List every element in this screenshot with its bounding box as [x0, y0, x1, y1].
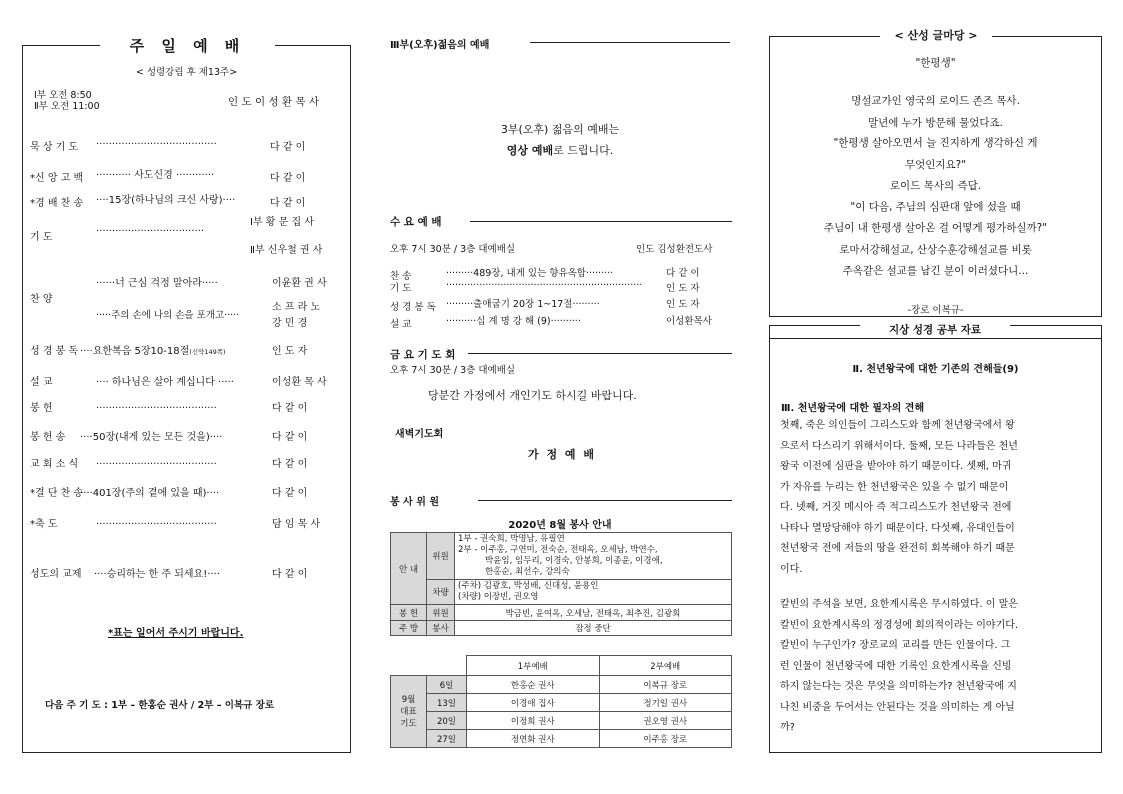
- serve-table: [390, 532, 732, 636]
- program-row: [30, 342, 346, 357]
- study-line: 천년왕국 전에 저들의 땅을 완전히 회복해야 하기 때문: [780, 543, 1015, 554]
- week-subtitle: < 성령강림 후 제13주>: [135, 67, 238, 78]
- poem-line: "한평생 살아오면서 늘 진지하게 생각하신 게: [833, 137, 1038, 149]
- row-mid: ···· 하나님은 살아 계십니다 ·····: [96, 377, 234, 388]
- car-names: [455, 580, 732, 605]
- prayer-1: 이정희 권사: [467, 712, 600, 730]
- blank-cell: [391, 656, 467, 676]
- program-row: [30, 373, 346, 388]
- car-line: (차량) 이장빈, 권오영: [458, 592, 539, 602]
- praise-singer-2a: 소 프 라 노: [272, 302, 321, 313]
- row-label: 봉 헌: [30, 403, 53, 414]
- poem-line: 말년에 누가 방문해 물었다죠.: [867, 117, 1004, 129]
- divider: [478, 500, 732, 501]
- offer-names: 박금빈, 윤여옥, 오세남, 전태옥, 최추진, 김광희: [455, 605, 732, 621]
- program-row: [30, 565, 346, 580]
- row-label: *경 배 찬 송: [30, 198, 84, 209]
- praise-song-1: ······너 근심 걱정 말아라·····: [96, 278, 218, 289]
- rep-line: 기도: [400, 718, 417, 729]
- poem-line: "이 다음, 주님의 심판대 앞에 섰을 때: [850, 201, 1021, 213]
- row-note: (신약149쪽): [189, 348, 226, 356]
- serve-title: 봉 사 위 원: [390, 497, 440, 508]
- car-line: (주차) 김광호, 박성배, 신대성, 윤용인: [458, 581, 599, 591]
- wed-row: [390, 296, 734, 313]
- poem-title: "한평생": [915, 57, 956, 69]
- program-row: [30, 191, 346, 209]
- standing-note: *표는 일어서 주시기 바랍니다.: [108, 628, 244, 639]
- row-mid: ·········489장, 내게 있는 향유옥합·········: [446, 268, 614, 279]
- rep-line: 9월: [401, 694, 416, 705]
- member-line: 2부 - 이주홍, 구연미, 전숙순, 전태옥, 오세남, 박연수,: [458, 545, 658, 555]
- date-cell: 13일: [427, 694, 467, 712]
- row-right: 이성환목사: [666, 316, 712, 327]
- pm-message-2b: 로 드립니다.: [553, 144, 614, 157]
- row-label: 성 경 봉 독: [390, 302, 436, 313]
- row-right: 인 도 자: [666, 283, 700, 294]
- study-line: 칼빈이 요한계시록의 정경성에 회의적이라는 이야기다.: [780, 619, 1019, 631]
- poem-line: 로마서강해설교, 산상수훈강해설교를 비롯: [839, 244, 1032, 256]
- row-label: 설 교: [390, 319, 412, 330]
- study-paragraph-1: [780, 416, 1092, 580]
- row-mid: ····요한복음 5장10-18절: [80, 346, 190, 357]
- service-leader: 인 도 이 성 환 목 사: [228, 96, 320, 108]
- poem-line: 로이드 목사의 즉답.: [889, 180, 982, 192]
- divider: [470, 221, 732, 222]
- row-right: 다 같 이: [270, 142, 306, 153]
- study-line: 까?: [780, 722, 795, 733]
- member-line: 1부 - 권숙희, 박명남, 유필연: [458, 534, 565, 544]
- row-right: 이성환 목 사: [272, 377, 327, 388]
- study-line: 첫째, 죽은 의인들이 그리스도와 함께 천년왕국에서 왕: [780, 420, 1015, 431]
- member-line: 박윤임, 임두리, 이경숙, 안봉희, 이종윤, 이경애,: [485, 556, 663, 566]
- row-label: *축 도: [30, 519, 58, 530]
- prayer-table: [390, 655, 732, 748]
- study-line: 가 자유를 누리는 한 천년왕국은 있을 수 없기 때문이: [780, 481, 1009, 493]
- divider: [769, 338, 1102, 339]
- study-line: 하지 않는다는 것은 무엇을 의미하는가? 천년왕국에 지: [780, 681, 1017, 692]
- row-mid: ····승리하는 한 주 되세요!····: [94, 569, 220, 580]
- study-line: 으로서 다스리기 위해서이다. 둘째, 모든 나라들은 천년: [780, 440, 1018, 452]
- row-label: 기 도: [390, 283, 412, 294]
- row-mid: ····401장(주의 곁에 있을 때)····: [80, 488, 220, 499]
- serve-table-title: 2020년 8월 봉사 안내: [508, 520, 612, 531]
- member-line: 한홍순, 최선수, 강의숙: [485, 567, 570, 577]
- prayer-2: 이주홍 장로: [599, 730, 732, 748]
- row-right: 다 같 이: [270, 173, 306, 184]
- poem-line: 명설교가인 영국의 로이드 존즈 목사.: [851, 95, 1020, 107]
- study-line: 다. 넷째, 거짓 메시아 즉 적그리스도가 천년왕국 전에: [780, 502, 1012, 513]
- fri-title: 금 요 기 도 회: [390, 349, 456, 361]
- pm-message-2a: 영상 예배: [506, 144, 554, 157]
- poem-author: -장로 이복규-: [907, 305, 964, 316]
- date-cell: 20일: [427, 712, 467, 730]
- dawn-title: 새벽기도회: [395, 429, 444, 440]
- program-row: [30, 515, 346, 530]
- row-right: 다 같 이: [272, 403, 308, 414]
- wed-leader: 인도 김성환전도사: [636, 244, 713, 255]
- prayer-2: 권오영 권사: [599, 712, 732, 730]
- row-mid: ······································: [96, 459, 217, 470]
- row-right: 다 같 이: [270, 198, 306, 209]
- prayer-2: 이복규 장로: [599, 676, 732, 694]
- row-label: 설 교: [30, 377, 53, 388]
- row-mid: ····50장(내게 있는 모든 것을)····: [80, 432, 223, 443]
- study-line: 나타나 멸망당해야 하기 때문이다. 다섯째, 유대인들이: [780, 522, 1015, 534]
- divider: [468, 353, 732, 354]
- offer-cell: 봉 헌: [391, 605, 427, 621]
- date-cell: 6일: [427, 676, 467, 694]
- wed-title: 수 요 예 배: [390, 216, 442, 228]
- praise-singer-1: 이윤환 권 사: [272, 278, 327, 289]
- study-line: 칼빈이 누구인가? 장로교의 교리를 만든 인물이다. 그: [780, 640, 1011, 651]
- program-row: [30, 455, 346, 470]
- study-line: 이다.: [780, 563, 803, 575]
- poem-line: 주님이 내 한평생 살아온 걸 어떻게 평가하실까?": [823, 222, 1048, 234]
- row-mid: ··········십 계 명 강 해 (9)··········: [446, 316, 581, 327]
- service-time-1: Ⅰ부 오전 8:50: [34, 90, 92, 101]
- service-time-2: Ⅱ부 오전 11:00: [34, 101, 100, 112]
- next-week-prayer: 다음 주 기 도 : 1부 – 한홍순 권사 / 2부 – 이복규 장로: [45, 700, 274, 711]
- poem-box-title: < 산성 글마당 >: [880, 27, 992, 43]
- offer-member-cell: 위원: [427, 605, 455, 621]
- member-names: [455, 533, 732, 580]
- prayer-p1: Ⅰ부 황 문 집 사: [250, 217, 314, 228]
- program-row: [30, 166, 346, 184]
- study-heading: Ⅱ. 천년왕국에 대한 기존의 견해들(9): [852, 364, 1019, 375]
- prayer-p2: Ⅱ부 신우철 권 사: [250, 245, 323, 256]
- kitchen-cell: 주 방: [391, 621, 427, 636]
- row-right: 인 도 자: [666, 299, 700, 310]
- row-right: 다 같 이: [272, 459, 308, 470]
- poem-line: 무엇인지요?": [904, 159, 967, 171]
- program-row: [30, 138, 346, 153]
- program-row: [30, 484, 346, 499]
- study-line: 칼빈의 주석을 보면, 요한계시록은 무시하였다. 이 말은: [780, 599, 1018, 610]
- praise-singer-2b: 강 민 경: [272, 318, 308, 329]
- date-cell: 27일: [427, 730, 467, 748]
- row-right: 인 도 자: [272, 346, 308, 357]
- divider: [530, 42, 730, 43]
- wed-time: 오후 7시 30분 / 3층 대예배실: [390, 244, 516, 255]
- fri-time: 오후 7시 30분 / 3층 대예배실: [390, 365, 516, 376]
- study-paragraph-2: [780, 595, 1092, 739]
- row-right: 다 같 이: [272, 432, 308, 443]
- prayer-dots: ··································: [96, 226, 205, 237]
- study-line: 왕국 이전에 심판을 받아야 하기 때문이다. 셋째, 마귀: [780, 461, 1012, 472]
- row-mid: ······································: [96, 519, 217, 530]
- col-1: 1부예배: [467, 656, 600, 676]
- dawn-message: 가 정 예 배: [528, 448, 596, 461]
- member-cell: 위원: [427, 533, 455, 580]
- sunday-service-title: 주 일 예 배: [100, 35, 275, 56]
- row-mid: ·································································: [446, 280, 643, 291]
- kitchen-role-cell: 봉사: [427, 621, 455, 636]
- row-label: *결 단 찬 송: [30, 488, 84, 499]
- prayer-2: 정기일 권사: [599, 694, 732, 712]
- row-label: 성 경 봉 독: [30, 346, 79, 357]
- study-line: 나친 비중을 두어서는 안된다는 것을 의미하는 게 아닐: [780, 701, 1015, 713]
- row-mid: ·········출애굽기 20장 1~17절·········: [446, 299, 600, 310]
- row-label: 교 회 소 식: [30, 459, 79, 470]
- prayer-1: 정연화 권사: [467, 730, 600, 748]
- row-label: *신 앙 고 백: [30, 173, 84, 184]
- program-row: [30, 428, 346, 443]
- row-mid: ······································: [96, 403, 217, 414]
- pm-message-2: [390, 142, 730, 158]
- poem-line: 주옥같은 설교를 남긴 분이 이러셨다니...: [842, 265, 1029, 277]
- row-right: 다 같 이: [666, 268, 700, 279]
- pm-service-title: Ⅲ부(오후)젊음의 예배: [390, 40, 490, 51]
- row-right: 다 같 이: [272, 569, 308, 580]
- guide-cell: 안 내: [391, 533, 427, 605]
- prayer-rep-cell: [391, 676, 427, 748]
- car-cell: 차량: [427, 580, 455, 605]
- row-label: 성도의 교제: [30, 569, 82, 580]
- row-mid: ······································: [96, 139, 217, 150]
- prayer-1: 한홍순 권사: [467, 676, 600, 694]
- praise-song-2: ·····주의 손에 나의 손을 포개고·····: [96, 310, 240, 321]
- kitchen-value: 잠정 중단: [455, 621, 732, 636]
- col-2: 2부예배: [599, 656, 732, 676]
- row-mid: ····15장(하나님의 크신 사랑)····: [96, 195, 236, 206]
- study-line: 런 인물이 천년왕국에 대한 기록인 요한계시록을 신빙: [780, 660, 1012, 672]
- wed-row: [390, 280, 734, 294]
- row-right: 담 임 목 사: [272, 519, 321, 530]
- fri-message: 당분간 가정에서 개인기도 하시길 바랍니다.: [428, 389, 637, 402]
- row-label: 찬 송: [390, 271, 412, 282]
- pm-message-1: 3부(오후) 젊음의 예배는: [500, 123, 620, 136]
- program-row: [30, 399, 346, 414]
- row-mid: ··········· 사도신경 ············: [96, 170, 215, 181]
- prayer-1: 이경애 집사: [467, 694, 600, 712]
- row-label: 봉 헌 송: [30, 432, 66, 443]
- rep-line: 대표: [400, 706, 417, 717]
- wed-row: [390, 313, 734, 330]
- bible-study-title: 지상 성경 공부 자료: [860, 322, 1010, 337]
- study-subheading: Ⅲ. 천년왕국에 대한 필자의 견해: [781, 403, 925, 414]
- row-right: 다 같 이: [272, 488, 308, 499]
- prayer-label: 기 도: [30, 232, 53, 243]
- praise-label: 찬 양: [30, 294, 53, 305]
- row-label: 묵 상 기 도: [30, 142, 79, 153]
